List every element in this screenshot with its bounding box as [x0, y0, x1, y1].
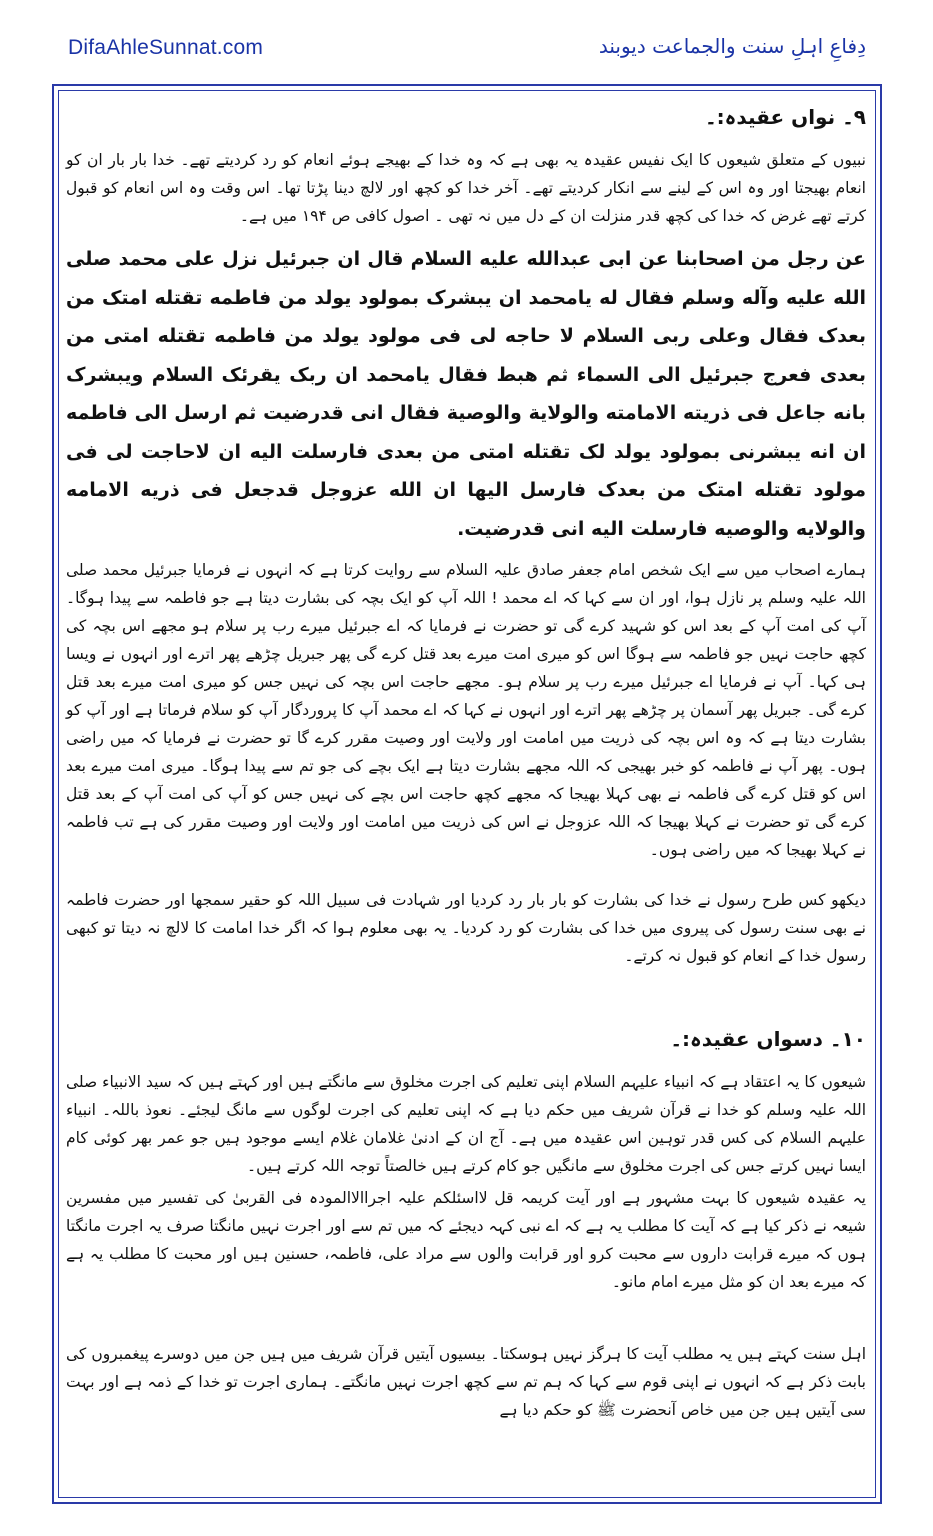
section-heading-9: ۹۔ نواں عقیدہ:۔ — [704, 105, 866, 129]
section-9-intro: نبیوں کے متعلق شیعوں کا ایک نفیس عقیدہ یہ بھی ہے کہ وہ خدا کے بھیجے ہوئے انعام کو رد کردیتے تھے۔ خدا بار بار ان کو انعام بھیجتا اور وہ اس کے لینے سے انکار کردیتے تھے۔ آخر خدا کو کچھ اور لالچ دینا پڑتا تھا۔ اس وقت وہ اس انعام کو قبول کرتے تھے غرض کہ خدا کی کچھ قدر منزلت ان کے دل میں نہ تھی ۔ اصول کافی ص ۱۹۴ میں ہے۔ — [66, 151, 866, 225]
arabic-quote: عن رجل من اصحابنا عن ابی عبدالله علیه السلام قال ان جبرئیل نزل علی محمد صلی الله علیه وآله وسلم فقال له یامحمد ان یبشرک بمولود یولد من فاطمه تقتله امتک من بعدک فقال وعلی ربی السلام لا حاجه لی فی مولود یولد من فاطمه تقتله امتی من بعدی فعرج جبرئیل الی السماء ثم هبط فقال یامحمد ان ربک یقرئک السلام ویبشرک بانه جاعل فی ذریته الامامته والولایة والوصیة فقال انی قدرضیت ثم ارسل الی فاطمه ان انه یبشرنی بمولود یولد لک تقتله امتی من بعدی فارسلت الیه ان لاحاجت لی فی مولود تقتله امتک من بعدک فارسل الیها ان الله عزوجل قدجعل فی ذریه الامامه والولایه والوصیه فارسلت الیه انی قدرضیت. — [66, 248, 866, 540]
site-title: دِفاعِ اہلِ سنت والجماعت دیوبند — [598, 34, 866, 58]
section-10-para2: یہ عقیدہ شیعوں کا بہت مشہور ہے اور آیت کریمہ قل لااسئلکم علیہ اجراالاالمودہ فی القربیٰ کی تفسیر میں مفسرین شیعہ نے ذکر کیا ہے کہ آیت کا مطلب یہ ہے کہ اے نبی کہہ دیجئے کہ میں تم سے اور اجرت نہیں مانگتا صرف یہ اجرت مانگتا ہوں کہ میرے قرابت داروں سے محبت کرو اور قرابت والوں سے مراد علی، فاطمہ، حسنین ہیں اور محبت کا مطلب یہ ہے کہ میرے بعد ان کو مثل میرے امام مانو۔ — [66, 1189, 866, 1291]
section-10-para3: اہل سنت کہتے ہیں یہ مطلب آیت کا ہرگز نہیں ہوسکتا۔ بیسیوں آیتیں قرآن شریف میں ہیں جن میں دوسرے پیغمبروں کی بابت ذکر ہے کہ انہوں نے اپنی قوم سے کہا کہ ہم تم سے کچھ اجرت نہیں مانگتے۔ ہماری اجرت تو خدا کے ذمہ ہے اور بہت سی آیتیں ہیں جن میں خاص آنحضرت ﷺ کو حکم دیا ہے — [66, 1345, 866, 1419]
site-name[interactable]: DifaAhleSunnat.com — [68, 36, 264, 59]
page-header — [52, 26, 884, 74]
document-body — [66, 92, 866, 1492]
section-heading-10: ۱۰۔ دسواں عقیدہ:۔ — [670, 1027, 866, 1051]
urdu-translation: ہمارے اصحاب میں سے ایک شخص امام جعفر صادق علیہ السلام سے روایت کرتا ہے کہ انہوں نے فرمایا جبرئیل محمد صلی اللہ علیہ وسلم پر نازل ہوا، اور ان سے کہا کہ اے محمد ! اللہ آپ کو ایک بچہ کی بشارت دیتا ہے جو فاطمہ سے پیدا ہوگا۔ آپ کی امت آپ کے بعد اس کو شہید کرے گی تو حضرت نے فرمایا کہ اے جبرئیل میرے رب پر سلام ہو مجھے اس بچہ کی کچھ حاجت نہیں جو فاطمہ سے ہوگا اس کو میری امت میرے بعد قتل کرے گی پھر جبریل چڑھے پھر اترے اور انہوں نے ویسا ہی کہا۔ آپ نے فرمایا اے جبرئیل میرے رب پر سلام ہو۔ مجھے حاجت اس بچہ کی نہیں جس کو میری امت میرے بعد قتل کرے گی۔ جبریل پھر آسمان پر چڑھے پھر اترے اور انہوں نے کہا کہ اے محمد آپ کا پروردگار آپ کو سلام فرماتا ہے اور آپ کو بشارت دیتا ہے کہ وہ اس بچہ کی ذریت میں امامت اور ولایت اور وصیت مقرر کرے گا تو حضرت نے فرمایا کہ میں راضی ہوں۔ پھر آپ نے فاطمہ کو خبر بھیجی کہ اللہ مجھے بشارت دیتا ہے ایک بچے کی جو تم سے پیدا ہوگا۔ میری امت میرے بعد اس کو قتل کرے گی فاطمہ نے بھی کہلا بھیجا کہ مجھے کچھ حاجت اس بچے کی نہیں جس کو آپ کی امت آپ کے بعد قتل کرے گی تو حضرت نے کہلا بھیجا کہ اللہ عزوجل نے اس کی ذریت میں امامت اور ولایت اور وصیت مقرر کی ہے تب فاطمہ نے کہلا بھیجا کہ میں راضی ہوں۔ — [66, 561, 866, 859]
section-10-intro: شیعوں کا یہ اعتقاد ہے کہ انبیاء علیہم السلام اپنی تعلیم کی اجرت مخلوق سے مانگتے ہیں اور کہتے ہیں کہ سید الانبیاء صلی اللہ علیہ وسلم کو خدا نے قرآن شریف میں حکم دیا ہے کہ اپنی تعلیم کی اجرت لوگوں سے مانگ لیجئے۔ نعوذ باللہ۔ انبیاء علیہم السلام کی کس قدر توہین اس عقیدہ میں ہے۔ آج ان کے ادنیٰ غلامان غلام ایسے موجود ہیں جو عمر بھر کوئی کام ایسا نہیں کرتے جس کی اجرت مخلوق سے مانگیں جو کام کرتے ہیں خالصتاً توجہ اللہ کرتے ہیں۔ — [66, 1073, 866, 1175]
section-9-commentary: دیکھو کس طرح رسول نے خدا کی بشارت کو بار بار رد کردیا اور شہادت فی سبیل اللہ کو حقیر سمجھا اور حضرت فاطمہ نے بھی سنت رسول کی پیروی میں خدا کی بشارت کو رد کردیا۔ یہ بھی معلوم ہوا کہ اگر خدا امامت کا لالچ نہ دیتا تو کبھی رسول خدا کے انعام کو قبول نہ کرتے۔ — [66, 891, 866, 965]
